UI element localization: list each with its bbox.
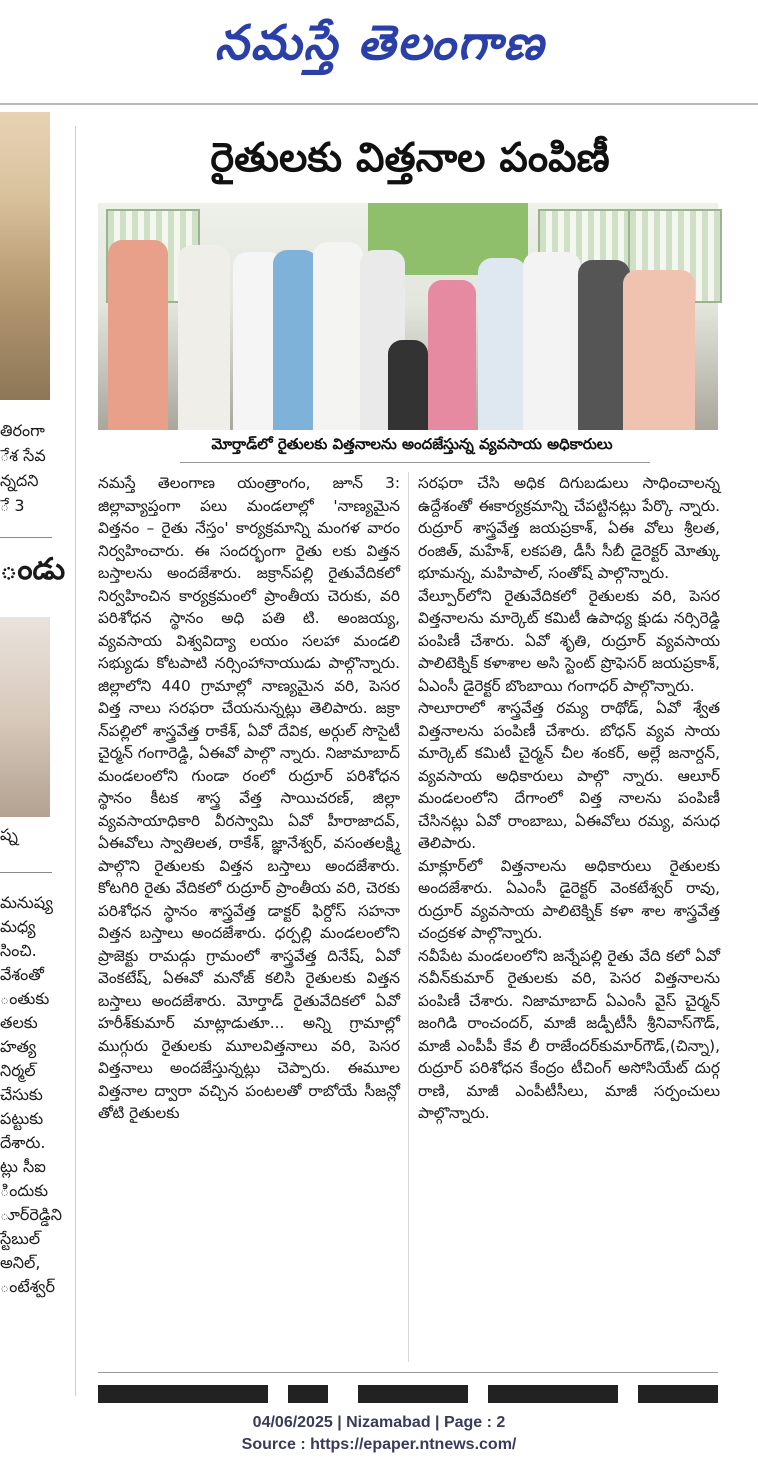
- masthead-rule: [0, 103, 758, 105]
- adjacent-rule: [0, 872, 52, 873]
- adjacent-text-line: తిరంగా: [0, 421, 45, 440]
- edition-info: 04/06/2025 | Nizamabad | Page : 2: [252, 1414, 506, 1431]
- paragraph: సరఫరా చేసి అధిక దిగుబడులు సాధించాలన్న ఉద్దేశంతో ఈకార్యక్రమాన్ని చేపట్టినట్లు పేర్కొ న్నారు. రుద్రూర్ శాస్త్రవేత్త జయప్రకాశ్, ఏఈ వోలు శ్రీలత, రంజిత్, మహేశ్, లకపతి, డీసీ సీబీ డైరెక్టర్ మోత్కు భూమన్న, మహిపాల్, సంతోష్ పాల్గొన్నారు.: [418, 474, 720, 582]
- adjacent-text-line: న్నదని: [0, 471, 39, 490]
- column-divider: [75, 126, 76, 1396]
- adjacent-text-line: అనిల్,: [0, 1253, 41, 1272]
- adjacent-photo-mid: [0, 617, 50, 817]
- paragraph: నమస్తే తెలంగాణ యంత్రాంగం, జూన్ 3: జిల్లావ్యాప్తంగా పలు మండలాల్లో 'నాణ్యమైన విత్తనం – రైతు నేస్తం' కార్యక్రమాన్ని మంగళ వారం నిర్వహించారు. ఈ సందర్భంగా రైతు లకు విత్తన బస్తాలను అందజేశారు. జక్రాన్‌పల్లి రైతువేదికలో నిర్వహించిన కార్యక్రమంలో ప్రాంతీయ చెరుకు, వరి పరిశోధన స్థానం అధి పతి టి. అంజయ్య, వ్యవసాయ విశ్వవిద్యా లయం సలహా మండలి సభ్యుడు కోటపాటి నర్సింహానాయుడు పాల్గొన్నారు. జిల్లాలోని 440 గ్రామాల్లో నాణ్యమైన వరి, పెసర విత్త నాలు సరఫరా చేయనున్నట్లు తెలిపారు. జక్రా న్‌పల్లిలో శాస్త్రవేత్త రాకేశ్, ఏవో దేవిక, అర్గుల్ సొసైటీ చైర్మన్ గంగారెడ్డి, ఏఈవో పాల్గొ న్నారు. నిజామాబాద్ మండలంలోని గుండా రంలో రుద్రూర్ పరిశోధన స్థానం కీటక శాస్త్ర వేత్త సాయిచరణ్, జిల్లా వ్యవసాయాధికారి వీరస్వామి ఏవో హీరాజాదవ్, ఏఈవోలు స్వాతిలత, రాకేశ్, జ్ఞానేశ్వర్, వసంతలక్ష్మి పాల్గొని రైతులకు విత్తన బస్తాలు అందజేశారు. కోటగిరి రైతు వేదికలో రుద్రూర్ ప్రాంతీయ వరి, చెరకు పరిశోధన స్థానం శాస్త్రవేత్త డాక్టర్ ఫిర్దోస్ సహనా విత్తన బస్తాలు అందజేశారు. ధర్పల్లి మండలంలోని ప్రాజెక్టు రామడ్గు గ్రామంలో శాస్త్రవేత్త దినేష్, ఏవో వెంకటేష్, ఏఈవో మనోజ్ కలిసి రైతులకు విత్తన బస్తాలు అందజేశారు. మోర్తాడ్ రైతువేదికలో ఏవో హరీశ్‌కుమార్ మాట్లాడుతూ... అన్ని గ్రామాల్లో ముగ్గురు రైతులకు మూలవిత్తనాలు వరి, పెసర విత్తనాలు అందజేస్తున్నట్లు చెప్పారు. ఈమూల విత్తనాల ద్వారా వచ్చిన పంటలతో రాబోయే సీజన్లో తోటి రైతులకు: [98, 474, 400, 1122]
- paragraph: నవీపేట మండలంలోని జన్నేపల్లి రైతు వేది కలో ఏవో నవీన్‌కుమార్ రైతులకు వరి, పెసర విత్తనాలను పంపిణీ చేశారు. నిజామాబాద్ ఏఎంసీ వైస్ చైర్మన్ జంగిడి రాంచందర్, మాజీ జడ్పీటీసీ శ్రీనివాస్‌గౌడ్, మాజీ ఎంపీపీ కేవ లీ రాజేందర్‌కుమార్‌గౌడ్,(చిన్నా), రుద్రూర్ పరిశోధన కేంద్రం టీచింగ్ అసోసియేట్ దుర్గ రాణి, మాజీ ఎంపీటీసీలు, మాజీ సర్పంచులు పాల్గొన్నారు.: [418, 946, 720, 1122]
- article-headline: రైతులకు విత్తనాల పంపిణీ: [210, 134, 610, 181]
- adjacent-text-line: హత్య: [0, 1037, 37, 1056]
- adjacent-heading: ండు: [0, 552, 66, 587]
- adjacent-text-line: ే 3: [0, 496, 25, 515]
- article-column-2: [418, 472, 720, 1125]
- adjacent-text-line: నిర్మల్: [0, 1061, 36, 1080]
- adjacent-text-line: ట్లు సీఐ: [0, 1157, 46, 1176]
- next-article-rule: [98, 1372, 718, 1373]
- adjacent-text-line: ేశ సేవ: [0, 446, 46, 465]
- adjacent-photo-top: [0, 112, 50, 400]
- paragraph: వేల్పూర్‌లోని రైతువేదికలో రైతులకు వరి, పెసర విత్తనాలను మార్కెట్ కమిటీ ఉపాధ్య క్షుడు నర్సిరెడ్డి పంపిణీ చేశారు. ఏవో శృతి, రుద్రూర్ వ్యవసాయ పాలిటెక్నిక్ కళాశాల అసి స్టెంట్ ప్రొఫెసర్ జయప్రకాశ్, ఏఎంసీ డైరెక్టర్ బొంబాయి గంగాధర్ పాల్గొన్నారు.: [418, 586, 720, 695]
- photo-caption: మోర్తాడ్‌లో రైతులకు విత్తనాలను అందజేస్తున్న వ్యవసాయ అధికారులు: [211, 435, 613, 453]
- paragraph: సాలూరాలో శాస్త్రవేత్త రమ్య రాథోడ్, ఏవో శ్వేత విత్తనాలను పంపిణీ చేశారు. బోధన్ వ్యవ సాయ మార్కెట్ కమిటీ చైర్మన్ చీల శంకర్, అల్లే జనార్దన్, వ్యవసాయ అధికారులు పాల్గొ న్నారు. ఆలూర్ మండలంలోని దేగాంలో విత్త నాలను పంపిణీ చేసినట్లు ఏవో రాంబాబు, ఏఈవోలు రమ్య, వసుధ తెలిపారు.: [418, 699, 720, 852]
- article-column-1: [98, 472, 400, 1125]
- adjacent-text-line: ష్న: [0, 825, 18, 844]
- adjacent-article-strip: [0, 112, 66, 1402]
- adjacent-text-line: ంటేశ్వర్: [0, 1277, 55, 1296]
- newspaper-logo: నమస్తే తెలంగాణ: [214, 15, 546, 71]
- adjacent-text-line: మనుష్య: [0, 893, 53, 912]
- adjacent-rule: [0, 537, 52, 538]
- adjacent-text-line: ిందుకు: [0, 1181, 49, 1200]
- adjacent-text-line: పట్టుకు: [0, 1109, 44, 1128]
- next-article-cutoff: [98, 1375, 718, 1400]
- adjacent-text-line: స్టేబుల్: [0, 1229, 41, 1248]
- adjacent-text-line: సించి.: [0, 941, 37, 960]
- adjacent-text-line: దేశారు.: [0, 1133, 46, 1152]
- adjacent-text-line: చేసుకు: [0, 1085, 43, 1104]
- page-footer: [0, 1412, 758, 1456]
- article-photo: [98, 203, 718, 430]
- column-separator: [408, 472, 409, 1362]
- adjacent-text-line: మధ్య: [0, 917, 36, 936]
- adjacent-text-line: ంతుకు: [0, 989, 50, 1008]
- adjacent-text-line: వేశంతో: [0, 965, 44, 984]
- paragraph: మాక్లూర్‌లో విత్తనాలను అధికారులు రైతులకు అందజేశారు. ఏఎంసీ డైరెక్టర్ వెంకటేశ్వర్ రావు, రుద్రూర్ వ్యవసాయ పాలిటెక్నిక్ కళా శాల శాస్త్రవేత్త చంద్రకళ పాల్గొన్నారు.: [418, 856, 720, 942]
- masthead: [0, 0, 758, 88]
- caption-rule: [180, 462, 650, 463]
- adjacent-text-line: ూర్‌రెడ్డిని: [0, 1205, 62, 1224]
- adjacent-text-line: తలకు: [0, 1013, 38, 1032]
- source-link[interactable]: Source : https://epaper.ntnews.com/: [241, 1436, 517, 1453]
